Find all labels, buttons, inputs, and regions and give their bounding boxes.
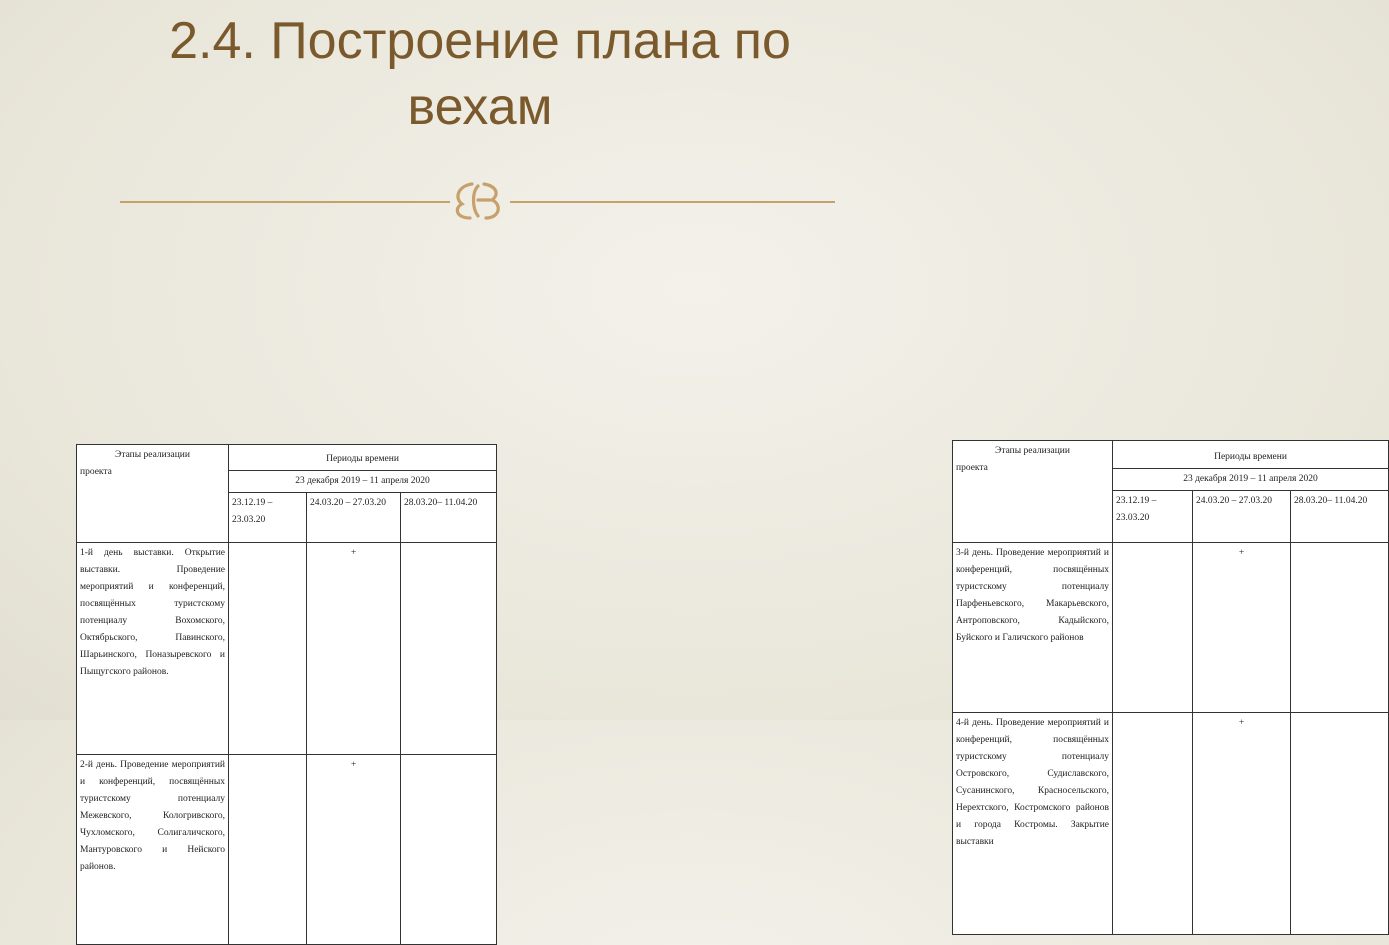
stage-cell: 4-й день. Проведение мероприятий и конференций, посвящённых туристскому потенциалу Островского, Судиславского, Сусанинского, Красносельского, Нерехтского, Костромского районов и города Костромы. Закрытие выставки <box>953 713 1113 935</box>
header-stage-line1: Этапы реализации <box>995 446 1070 456</box>
header-range: 23 декабря 2019 – 11 апреля 2020 <box>1113 469 1389 491</box>
milestone-table-right <box>952 440 1389 935</box>
header-stage-line2: проекта <box>956 463 988 473</box>
header-col2: 24.03.20 – 27.03.20 <box>307 493 401 543</box>
empty-cell <box>401 755 497 945</box>
header-col3: 28.03.20– 11.04.20 <box>1291 491 1389 543</box>
header-col2: 24.03.20 – 27.03.20 <box>1193 491 1291 543</box>
empty-cell <box>1113 543 1193 713</box>
empty-cell <box>229 755 307 945</box>
empty-cell <box>1291 713 1389 935</box>
divider-left <box>120 201 450 203</box>
table-row <box>77 755 497 945</box>
stage-cell: 1-й день выставки. Открытие выставки. Проведение мероприятий и конференций, посвящённых туристскому потенциалу Вохомского, Октябрьского, Павинского, Шарьинского, Поназыревского и Пыщугского районов. <box>77 543 229 755</box>
header-stage-line1: Этапы реализации <box>115 450 190 460</box>
ornament-icon <box>448 178 512 222</box>
milestone-mark: + <box>307 755 401 945</box>
header-periods: Периоды времени <box>229 445 497 471</box>
empty-cell <box>1113 713 1193 935</box>
empty-cell <box>1291 543 1389 713</box>
stage-cell: 2-й день. Проведение мероприятий и конференций, посвящённых туристскому потенциалу Межевского, Кологривского, Чухломского, Солигаличского, Мантуровского и Нейского районов. <box>77 755 229 945</box>
milestone-mark: + <box>307 543 401 755</box>
table-row <box>77 543 497 755</box>
table-row <box>953 543 1389 713</box>
divider-right <box>510 201 835 203</box>
slide-title-line2: вехам <box>407 78 553 136</box>
stage-cell: 3-й день. Проведение мероприятий и конференций, посвящённых туристскому потенциалу Парфеньевского, Макарьевского, Антроповского, Кадыйского, Буйского и Галичского районов <box>953 543 1113 713</box>
right-table-area <box>476 220 1368 847</box>
left-table-area <box>38 222 478 872</box>
header-col1: 23.12.19 – 23.03.20 <box>1113 491 1193 543</box>
header-stage-line2: проекта <box>80 467 112 477</box>
header-col1: 23.12.19 – 23.03.20 <box>229 493 307 543</box>
table-row <box>953 713 1389 935</box>
milestone-mark: + <box>1193 543 1291 713</box>
empty-cell <box>229 543 307 755</box>
header-periods: Периоды времени <box>1113 441 1389 469</box>
header-stage-cell <box>953 441 1113 543</box>
slide-title-line1: 2.4. Построение плана по <box>169 12 791 70</box>
header-range: 23 декабря 2019 – 11 апреля 2020 <box>229 471 497 493</box>
header-stage-cell <box>77 445 229 543</box>
milestone-table-left <box>76 444 497 945</box>
slide-title <box>0 8 960 140</box>
header-col3: 28.03.20– 11.04.20 <box>401 493 497 543</box>
milestone-mark: + <box>1193 713 1291 935</box>
